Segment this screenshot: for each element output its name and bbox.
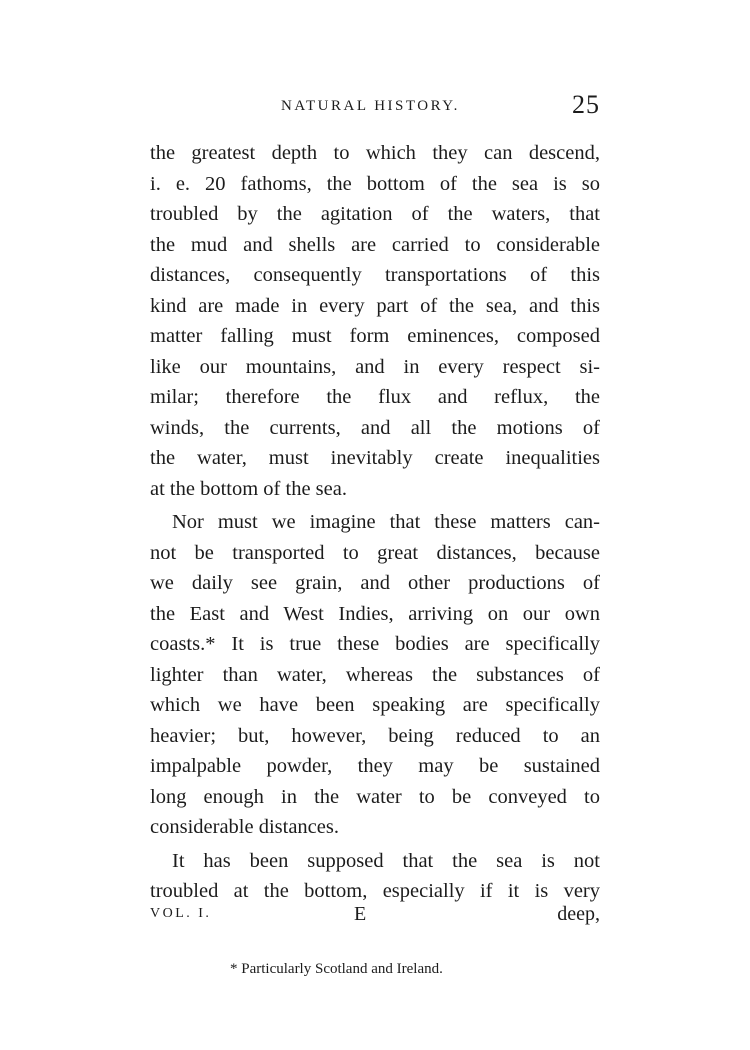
text-line: the East and West Indies, arriving on our own (150, 602, 600, 625)
text-line: kind are made in every part of the sea, and this (150, 294, 600, 317)
text-line: not be transported to great distances, because (150, 541, 600, 564)
text-line: distances, consequently transportations of this (150, 264, 600, 286)
text-line: heavier; but, however, being reduced to an (150, 724, 600, 747)
text-line: lighter than water, whereas the substances of (150, 663, 600, 686)
text-line: we daily see grain, and other productions of (150, 572, 600, 594)
body-text (150, 138, 600, 907)
paragraph-2 (150, 507, 600, 843)
text-line: matter falling must form eminences, composed (150, 325, 600, 347)
running-title: NATURAL HISTORY. (281, 98, 460, 114)
text-line: like our mountains, and in every respect si- (150, 355, 600, 378)
text-line: which we have been speaking are specifically (150, 694, 600, 716)
volume-signature: VOL. I. (150, 906, 212, 921)
text-line: It has been supposed that the sea is not (172, 849, 600, 872)
paragraph-3 (150, 846, 600, 907)
text-line: the greatest depth to which they can descend, (150, 142, 600, 164)
footnote: * Particularly Scotland and Ireland. (230, 961, 443, 977)
text-line: Nor must we imagine that these matters can- (172, 511, 600, 533)
page-number: 25 (572, 90, 600, 119)
text-line: the mud and shells are carried to considerable (150, 233, 600, 256)
text-line: troubled at the bottom, especially if it is very (150, 880, 600, 902)
text-line: considerable distances. (150, 816, 339, 838)
text-line: at the bottom of the sea. (150, 477, 347, 500)
text-line: the water, must inevitably create inequalities (150, 447, 600, 469)
paragraph-1 (150, 138, 600, 504)
running-head (150, 90, 600, 126)
catchword: deep, (557, 903, 600, 925)
text-line: long enough in the water to be conveyed to (150, 785, 600, 808)
signature-line (150, 900, 600, 928)
text-line: i. e. 20 fathoms, the bottom of the sea is so (150, 172, 600, 195)
signature-mark: E (354, 903, 367, 925)
text-line: winds, the currents, and all the motions of (150, 416, 600, 439)
text-line: milar; therefore the flux and reflux, the (150, 386, 600, 408)
text-line: coasts.* It is true these bodies are specifically (150, 633, 600, 655)
text-line: troubled by the agitation of the waters, that (150, 203, 600, 225)
text-line: impalpable powder, they may be sustained (150, 755, 600, 777)
